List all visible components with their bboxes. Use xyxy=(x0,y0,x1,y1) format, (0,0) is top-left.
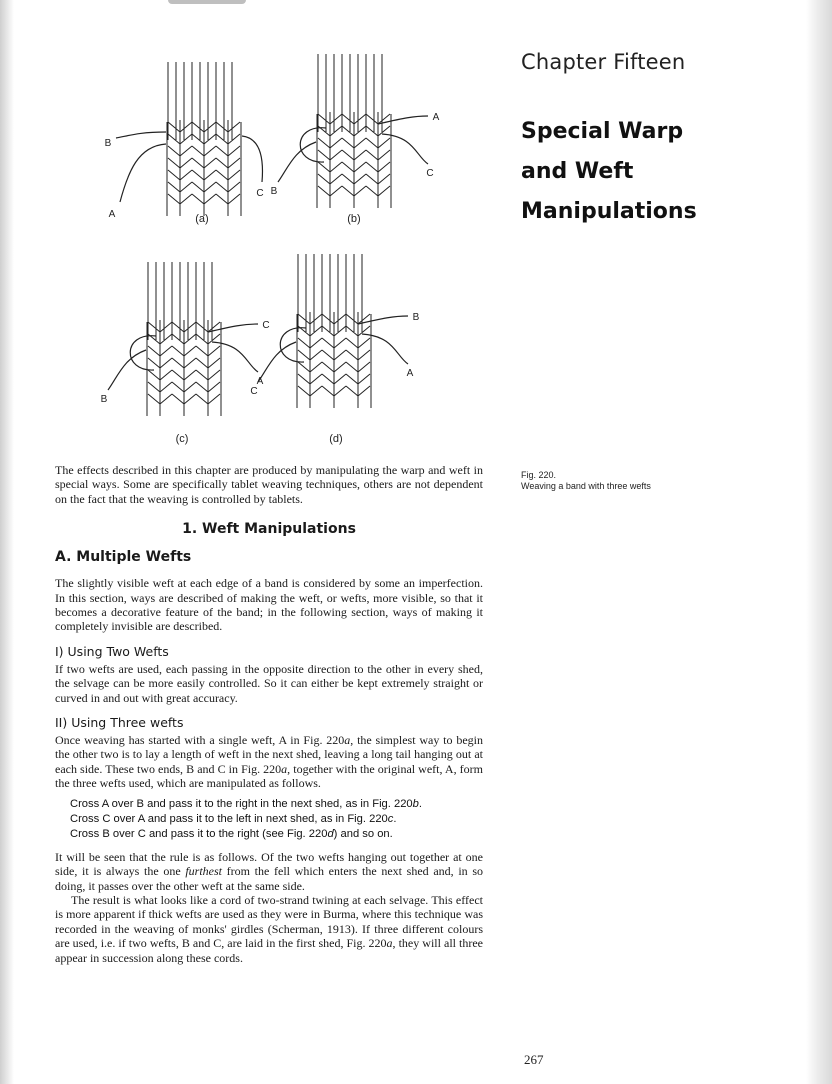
weft-label: C xyxy=(250,386,258,397)
weft-label: B xyxy=(412,312,420,323)
panel-label-c: (c) xyxy=(175,433,189,445)
figure-caption xyxy=(521,470,781,492)
page-edge xyxy=(806,0,832,1084)
page-number: 267 xyxy=(524,1052,544,1067)
weft-label: C xyxy=(426,168,434,179)
figure-220 xyxy=(92,42,462,452)
weft-label: B xyxy=(270,186,278,197)
weft-loop xyxy=(130,336,156,370)
weft-label-b: B xyxy=(104,138,112,149)
panel-label-a: (a) xyxy=(195,213,209,225)
weft-tail xyxy=(108,350,146,390)
weft-tail xyxy=(278,142,316,182)
paragraph: Once weaving has started with a single weft, A in Fig. 220a, the simplest way to begin the other two is to lay a length of weft in the next shed, leaving a long tail hanging out at each side. These two ends, B and C in Fig. 220a, together with the original weft, A, form the three wefts used, which are manipulated as follows. xyxy=(55,733,483,791)
chapter-title-line: and Weft xyxy=(521,159,634,184)
intro-paragraph: The effects described in this chapter are produced by manipulating the warp and weft in special ways. Some are specifically tablet weaving techniques, others are not dependent on the fact that the weaving is controlled by tablets. xyxy=(55,463,483,506)
chapter-title-line: Manipulations xyxy=(521,199,697,224)
subsubsection-heading: I) Using Two Wefts xyxy=(55,643,169,659)
weft-label: A xyxy=(432,112,440,123)
weft-label: A xyxy=(406,368,414,379)
caption-text: Weaving a band with three wefts xyxy=(521,481,651,491)
weft-label: A xyxy=(256,376,264,387)
weft-label-c: C xyxy=(256,188,264,199)
main-text-column xyxy=(55,463,483,965)
scan-mark xyxy=(168,0,246,4)
caption-number: Fig. 220. xyxy=(521,470,557,480)
rule-line: Cross B over C and pass it to the right (see Fig. 220d) and so on. xyxy=(70,827,393,840)
panel-label-d: (d) xyxy=(329,433,343,445)
section-heading: 1. Weft Manipulations xyxy=(182,521,356,538)
weft-loop xyxy=(300,128,326,162)
weft-label: C xyxy=(262,320,270,331)
chapter-title xyxy=(521,112,781,232)
page-gutter-shadow xyxy=(0,0,14,1084)
chapter-title-line: Special Warp xyxy=(521,119,684,144)
rule-line: Cross C over A and pass it to the left in next shed, as in Fig. 220c. xyxy=(70,812,397,825)
weft-label: B xyxy=(100,394,108,405)
weft-tail xyxy=(120,144,166,202)
weft-tail xyxy=(116,132,166,138)
paragraph: The result is what looks like a cord of two-strand twining at each selvage. This effect is more apparent if thick wefts are used as they were in Burma, where this technique was recorded in the weaving of monks' girdles (Scherman, 1913). If three different colours are used, i.e. if two wefts, B and C, are laid in the first shed, Fig. 220a, they will all three appear in succession along these cords. xyxy=(55,892,484,965)
panel-label-b: (b) xyxy=(347,213,361,225)
rule-line: Cross A over B and pass it to the right in the next shed, as in Fig. 220b. xyxy=(70,797,422,810)
weft-tail xyxy=(258,342,296,382)
chapter-label: Chapter Fifteen xyxy=(521,50,686,74)
rules-list xyxy=(70,797,483,842)
paragraph: If two wefts are used, each passing in the opposite direction to the other in every shed, the selvage can be more easily controlled. So it can either be kept extremely straight or curved in and out with great accuracy. xyxy=(55,661,483,705)
weft-diagram xyxy=(92,42,462,452)
paragraph: It will be seen that the rule is as follows. Of the two wefts hanging out together at one side, it is always the one furthest from the fell which enters the next shed and, in so doing, it passes over the other weft at the same side. xyxy=(55,849,483,893)
weft-tail xyxy=(242,136,262,182)
subsection-heading: A. Multiple Wefts xyxy=(55,549,192,566)
weft-loop xyxy=(280,328,306,362)
weft-label-a: A xyxy=(108,209,116,220)
subsubsection-heading: II) Using Three wefts xyxy=(55,715,184,731)
paragraph: The slightly visible weft at each edge of a band is considered by some an imperfection. In this section, ways are described of making the weft, or wefts, more visible, so that it becomes a decorative feature of the band; in the following section, ways of making it completely invisible are described. xyxy=(55,576,483,634)
